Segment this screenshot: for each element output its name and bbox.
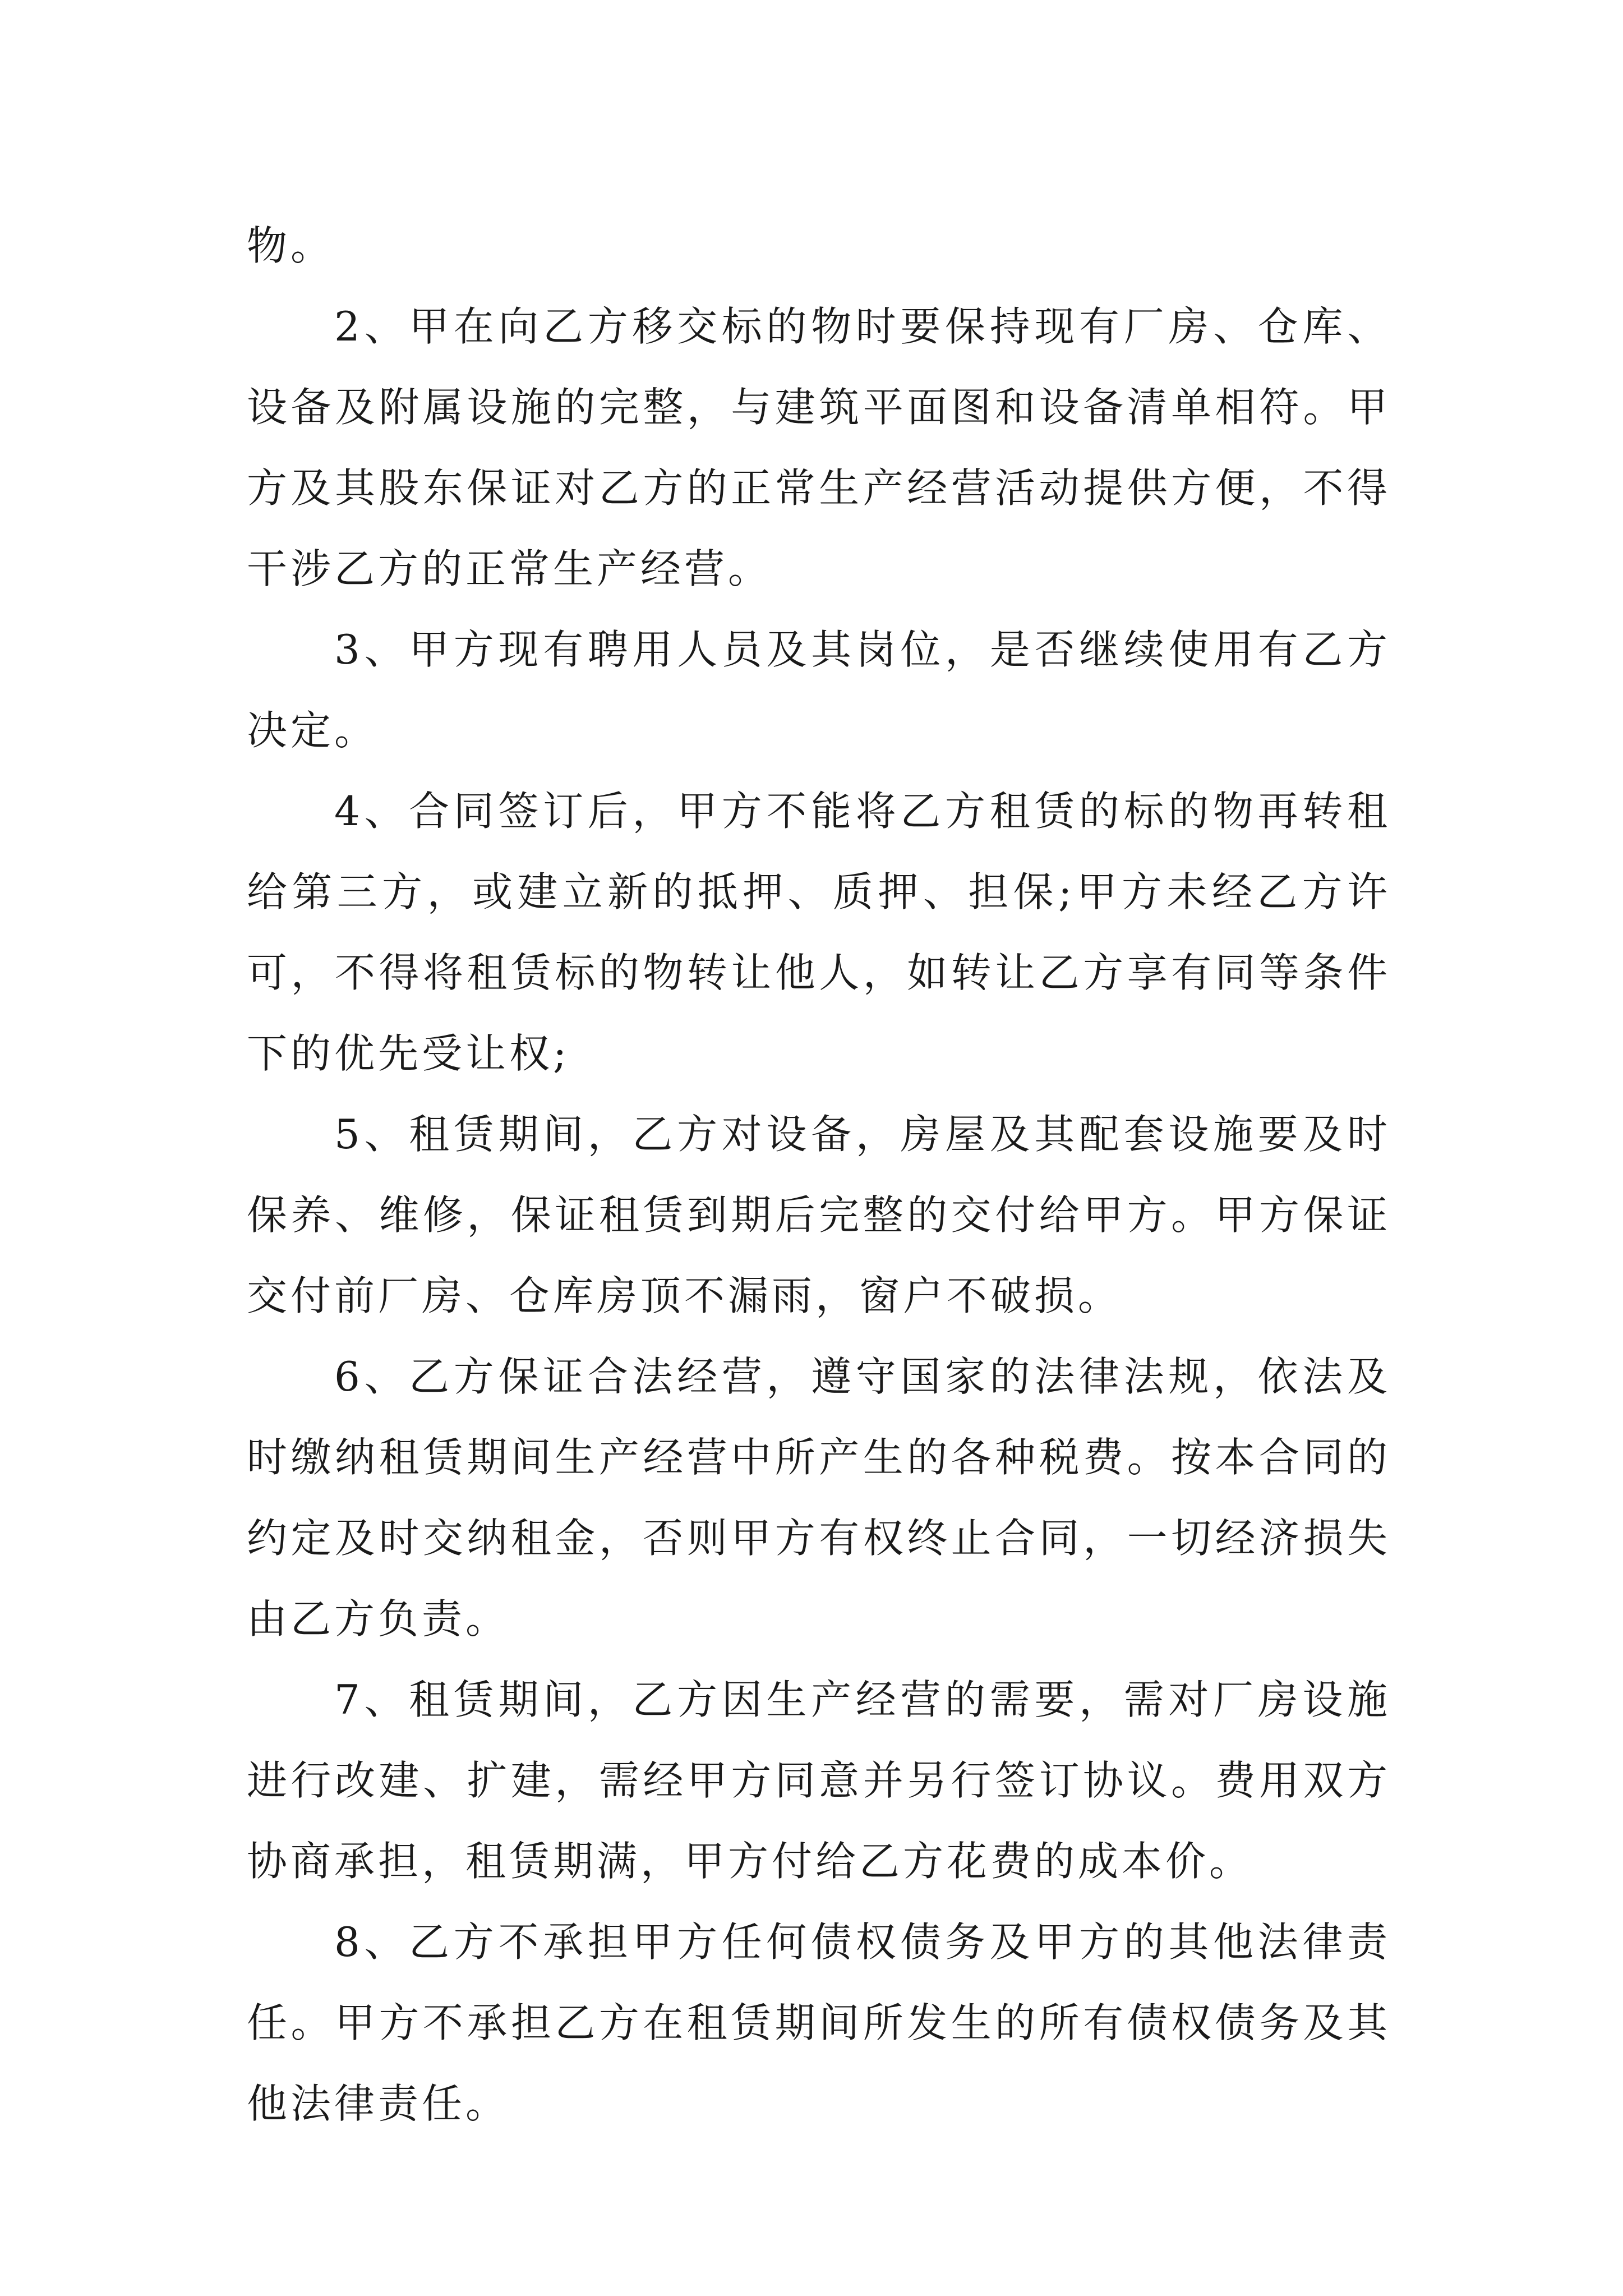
clause-3: 3、甲方现有聘用人员及其岗位，是否继续使用有乙方决定。	[247, 626, 1391, 754]
clause-8: 8、乙方不承担甲方任何债权债务及甲方的其他法律责任。甲方不承担乙方在租赁期间所发生的所有债权债务及其他法律责任。	[247, 1918, 1391, 2127]
clause-2: 2、甲在向乙方移交标的物时要保持现有厂房、仓库、设备及附属设施的完整，与建筑平面图和设备清单相符。甲方及其股东保证对乙方的正常生产经营活动提供方便，不得干涉乙方的正常生产经营。	[247, 303, 1391, 592]
clause-6: 6、乙方保证合法经营，遵守国家的法律法规，依法及时缴纳租赁期间生产经营中所产生的各种税费。按本合同的约定及时交纳租金，否则甲方有权终止合同，一切经济损失由乙方负责。	[247, 1353, 1391, 1642]
paragraph-continuation: 物。	[247, 222, 335, 269]
document-body	[247, 205, 1391, 2144]
clause-5: 5、租赁期间，乙方对设备，房屋及其配套设施要及时保养、维修，保证租赁到期后完整的交付给甲方。甲方保证交付前厂房、仓库房顶不漏雨，窗户不破损。	[247, 1111, 1391, 1319]
clause-7: 7、租赁期间，乙方因生产经营的需要，需对厂房设施进行改建、扩建，需经甲方同意并另行签订协议。费用双方协商承担，租赁期满，甲方付给乙方花费的成本价。	[247, 1676, 1391, 1885]
clause-4: 4、合同签订后，甲方不能将乙方租赁的标的物再转租给第三方，或建立新的抵押、质押、担保;甲方未经乙方许可，不得将租赁标的物转让他人，如转让乙方享有同等条件下的优先受让权;	[247, 788, 1391, 1077]
